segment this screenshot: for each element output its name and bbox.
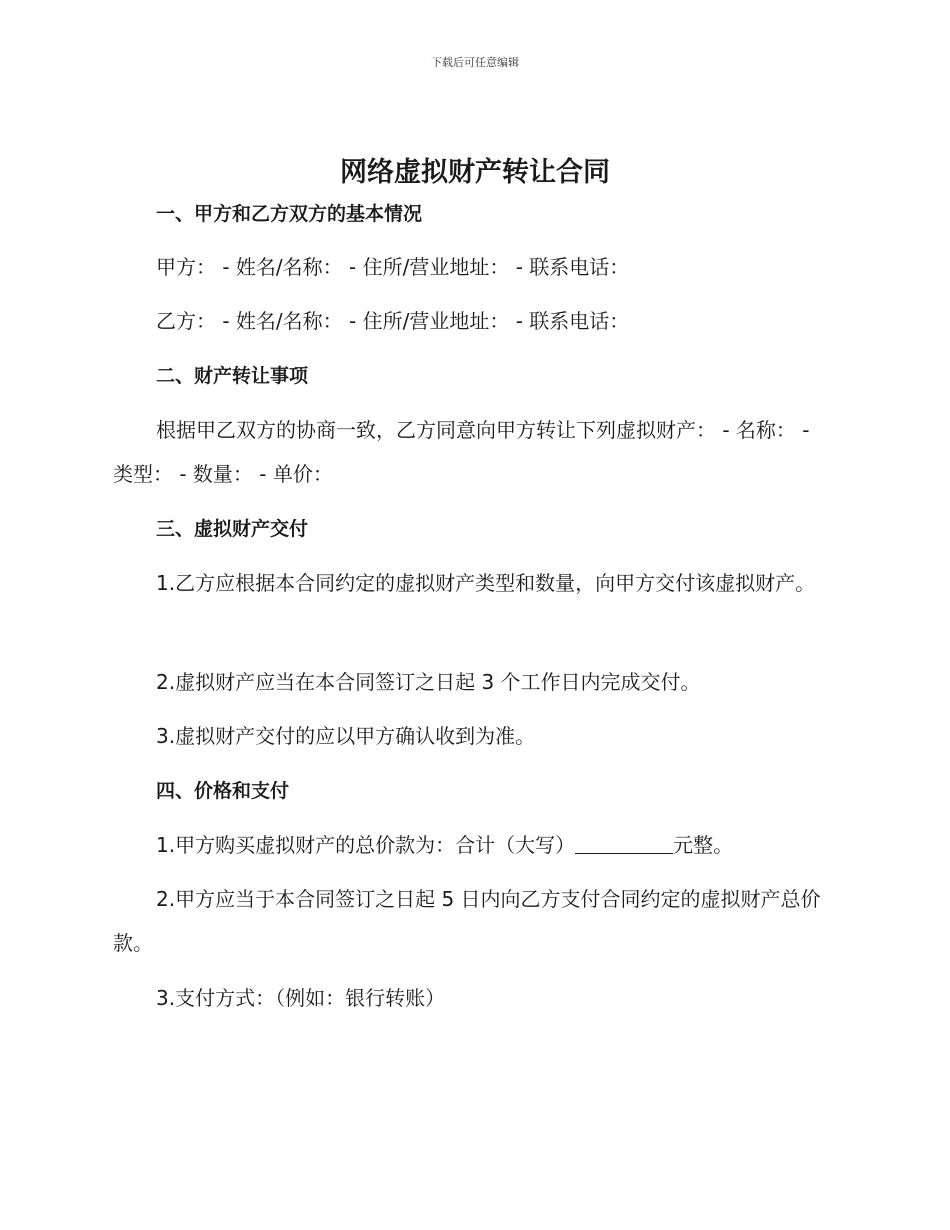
- section-2-heading: 二、财产转让事项: [156, 365, 309, 387]
- party-a-info: 甲方： - 姓名/名称： - 住所/营业地址： - 联系电话：: [156, 255, 630, 279]
- section-4-item-1: [113, 823, 829, 867]
- party-b-info: 乙方： - 姓名/名称： - 住所/营业地址： - 联系电话：: [156, 309, 630, 333]
- section-3-item-2: 2.虚拟财产应当在本合同签订之日起 3 个工作日内完成交付。: [156, 670, 701, 694]
- section-1-heading: 一、甲方和乙方双方的基本情况: [156, 203, 423, 225]
- section-3-item-3: 3.虚拟财产交付的应以甲方确认收到为准。: [156, 724, 536, 748]
- section-3-heading: 三、虚拟财产交付: [156, 518, 309, 540]
- section-4-heading: 四、价格和支付: [156, 780, 290, 802]
- section-3-item-1: 1.乙方应根据本合同约定的虚拟财产类型和数量，向甲方交付该虚拟财产。: [156, 571, 816, 595]
- header-note: 下载后可任意编辑: [431, 56, 519, 69]
- section-4-item-3: 3.支付方式：（例如：银行转账）: [156, 986, 446, 1010]
- total-price-label: 1.甲方购买虚拟财产的总价款为：合计（大写）: [156, 833, 576, 857]
- section-4-item-2: 2.甲方应当于本合同签订之日起 5 日内向乙方支付合同约定的虚拟财产总价款。: [113, 887, 821, 955]
- total-price-suffix: 元整。: [673, 833, 734, 857]
- section-2-paragraph: 根据甲乙双方的协商一致，乙方同意向甲方转让下列虚拟财产： - 名称： - 类型： - 数量： - 单价：: [113, 418, 810, 486]
- amount-blank-line: [575, 833, 673, 854]
- document-title: 网络虚拟财产转让合同: [340, 157, 610, 188]
